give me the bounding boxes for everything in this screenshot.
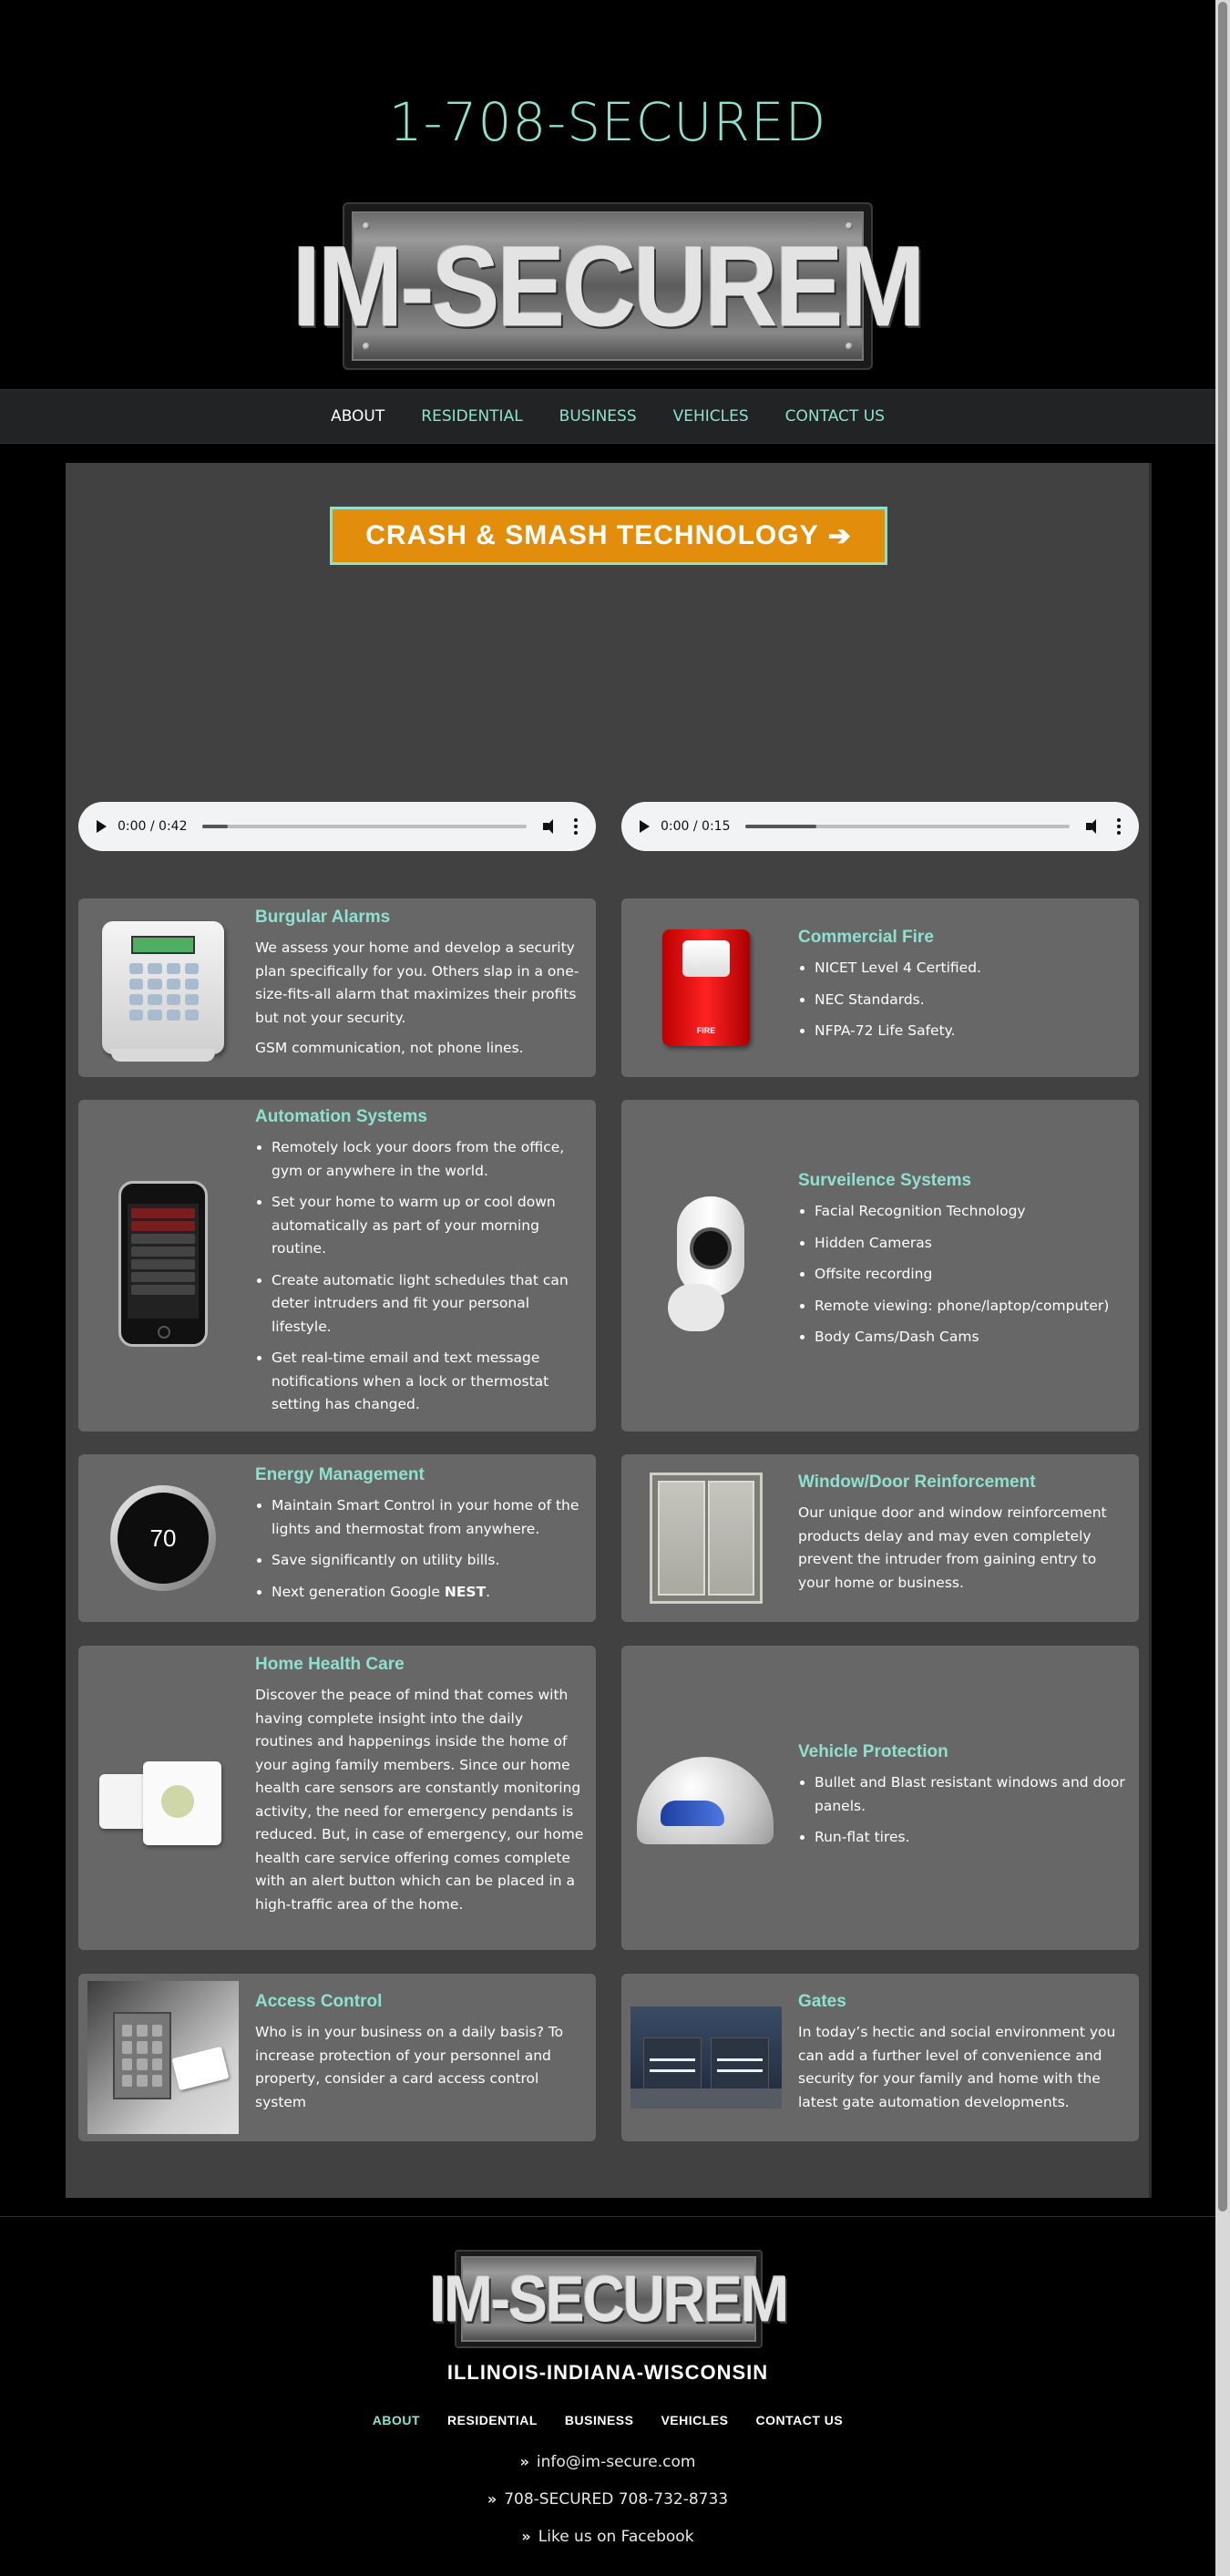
footer-divider: [0, 2216, 1215, 2217]
list-item: • Maintain Smart Control in your home of the lights and thermostat from anywhere.: [272, 1494, 585, 1541]
logo-plate: [429, 2256, 788, 2342]
list-item: • Facial Recognition Technology: [815, 1200, 1128, 1224]
site-logo[interactable]: [292, 202, 923, 370]
list-item: • NEC Standards.: [815, 989, 1128, 1012]
nest-text: NEST: [444, 1583, 487, 1600]
footer-phone[interactable]: [0, 2490, 1215, 2509]
footer-nav-vehicles[interactable]: VEHICLES: [661, 2413, 729, 2427]
double-chevron-right-icon: »: [487, 2490, 497, 2508]
list-item: [272, 1581, 585, 1605]
audio-progress: [202, 825, 229, 828]
automation-image: [87, 1173, 239, 1355]
page-scrollbar[interactable]: [1215, 0, 1230, 2576]
audio-seek-bar[interactable]: [745, 825, 1071, 828]
card-title: Access Control: [255, 1992, 383, 2011]
fire-alarm-image: [630, 917, 782, 1059]
card-text: GSM communication, not phone lines.: [255, 1040, 524, 1056]
logo-text: IM-SECUREM: [292, 222, 923, 350]
footer-nav-residential[interactable]: RESIDENTIAL: [447, 2413, 538, 2427]
double-door-icon: [650, 1473, 763, 1604]
card-automation-systems: [78, 1100, 596, 1432]
fire-device-label: FIRE: [696, 1026, 716, 1035]
thermostat-icon: [110, 1485, 216, 1591]
card-energy-management: [78, 1454, 596, 1622]
double-chevron-right-icon: »: [519, 2453, 529, 2470]
list-item: • Body Cams/Dash Cams: [815, 1326, 1128, 1350]
logo-text: IM-SECUREM: [429, 2262, 788, 2336]
scrollbar-thumb[interactable]: [1218, 2, 1227, 2212]
card-burglar-alarms: [78, 898, 596, 1077]
facebook-link[interactable]: Like us on Facebook: [538, 2528, 694, 2546]
alarm-keypad-icon: [102, 921, 224, 1054]
card-access-control: [78, 1974, 596, 2141]
card-text: Discover the peace of mind that comes with having complete insight into the daily routines and happenings inside the home of your aging family members. Since our home health care sensors are constantly monitoring activity, the need for emergency pendants is reduced. But, in case of emergency, our home health care service offering comes complete with an alert button which can be placed in a high-traffic area of the home.: [255, 1687, 584, 1913]
arrow-right-icon: ➔: [827, 520, 852, 551]
more-options-icon[interactable]: [1117, 818, 1121, 835]
vehicle-image: [630, 1742, 782, 1855]
list-item: • Hidden Cameras: [815, 1232, 1128, 1256]
service-region: ILLINOIS-INDIANA-WISCONSIN: [446, 2361, 769, 2384]
more-options-icon[interactable]: [574, 818, 578, 835]
smartphone-icon: [118, 1181, 208, 1347]
card-gates: [621, 1974, 1139, 2141]
audio-progress: [745, 825, 816, 828]
energy-image: [87, 1482, 239, 1595]
volume-icon[interactable]: [543, 819, 559, 834]
card-title: Energy Management: [255, 1465, 425, 1484]
footer-nav-about[interactable]: ABOUT: [372, 2413, 421, 2427]
card-list: [255, 1136, 585, 1417]
audio-time: 0:00 / 0:15: [661, 819, 731, 834]
cta-label: CRASH & SMASH TECHNOLOGY: [365, 520, 819, 550]
logo-plate: [292, 211, 923, 361]
audio-player-1[interactable]: [78, 802, 596, 851]
gates-image: [630, 2006, 782, 2109]
nav-residential[interactable]: RESIDENTIAL: [421, 407, 523, 426]
double-chevron-right-icon: »: [521, 2528, 531, 2545]
card-surveillance-systems: [621, 1100, 1139, 1432]
footer-logo[interactable]: [429, 2250, 788, 2348]
window-door-image: [630, 1469, 782, 1607]
play-icon[interactable]: [97, 820, 107, 833]
list-item: • NICET Level 4 Certified.: [815, 957, 1128, 980]
card-list: [798, 1200, 1128, 1350]
card-title: Surveilence Systems: [798, 1171, 972, 1190]
crash-smash-button[interactable]: [330, 507, 887, 565]
list-item-text: Next generation Google: [272, 1583, 445, 1600]
audio-time: 0:00 / 0:42: [118, 819, 188, 834]
play-icon[interactable]: [640, 820, 650, 833]
footer-nav: [0, 2413, 1215, 2427]
nav-vehicles[interactable]: VEHICLES: [672, 407, 749, 426]
thermostat-reading: 70: [118, 1493, 209, 1584]
card-text: We assess your home and develop a security plan specifically for you. Others slap in a one-size-fits-all alarm that maximizes their profits but not your security.: [255, 939, 579, 1026]
card-list: [255, 1494, 585, 1604]
footer-email[interactable]: [0, 2453, 1215, 2471]
nav-business[interactable]: BUSINESS: [559, 407, 637, 426]
card-vehicle-protection: [621, 1646, 1139, 1950]
list-item: • Create automatic light schedules that can deter intruders and fit your personal lifestyle.: [272, 1269, 585, 1339]
health-sensor-icon: [99, 1756, 227, 1847]
health-care-image: [87, 1751, 239, 1852]
list-item-suffix: .: [486, 1583, 491, 1600]
card-title: Gates: [798, 1992, 846, 2011]
list-item: • Bullet and Blast resistant windows and door panels.: [815, 1771, 1128, 1818]
security-camera-icon: [664, 1196, 748, 1331]
nav-contact-us[interactable]: CONTACT US: [784, 407, 885, 426]
card-commercial-fire: [621, 898, 1139, 1077]
list-item: • Offsite recording: [815, 1263, 1128, 1287]
list-item: • Save significantly on utility bills.: [272, 1549, 585, 1573]
card-title: Window/Door Reinforcement: [798, 1473, 1036, 1492]
card-window-door-reinforcement: [621, 1454, 1139, 1622]
card-text: In today’s hectic and social environment you can add a further level of convenience and security for your family and home with the latest gate automation developments.: [798, 2024, 1116, 2110]
main-nav: [0, 389, 1215, 444]
list-item: • Get real-time email and text message notifications when a lock or thermostat setting has changed.: [272, 1347, 585, 1417]
list-item: • Remote viewing: phone/laptop/computer): [815, 1295, 1128, 1319]
list-item: • Remotely lock your doors from the office, gym or anywhere in the world.: [272, 1136, 585, 1183]
phone-link[interactable]: 708-SECURED 708-732-8733: [504, 2490, 729, 2509]
access-control-image: [87, 1981, 239, 2134]
card-title: Burgular Alarms: [255, 908, 391, 927]
card-text: Our unique door and window reinforcement products delay and may even completely prevent the intruder from gaining entry to your home or business.: [798, 1504, 1107, 1591]
burglar-alarm-image: [87, 917, 239, 1059]
card-title: Automation Systems: [255, 1107, 427, 1126]
card-title: Home Health Care: [255, 1655, 405, 1674]
armored-vehicle-icon: [633, 1748, 779, 1850]
fire-alarm-icon: [662, 929, 750, 1046]
footer-nav-contact-us[interactable]: CONTACT US: [755, 2413, 844, 2427]
surveillance-image: [630, 1191, 782, 1337]
audio-player-2[interactable]: [621, 802, 1139, 851]
volume-icon[interactable]: [1086, 819, 1102, 834]
email-link[interactable]: info@im-secure.com: [536, 2453, 696, 2471]
card-list: [798, 1771, 1128, 1850]
footer-nav-business[interactable]: BUSINESS: [564, 2413, 634, 2427]
footer-facebook[interactable]: [0, 2528, 1215, 2546]
card-title: Commercial Fire: [798, 928, 934, 947]
audio-seek-bar[interactable]: [202, 825, 528, 828]
nav-about[interactable]: ABOUT: [331, 407, 385, 426]
header-phone-number[interactable]: 1-708-SECURED: [388, 91, 827, 153]
card-text: Who is in your business on a daily basis? To increase protection of your personnel and property, consider a card access control system: [255, 2024, 564, 2110]
card-list: [798, 957, 1128, 1043]
card-reader-icon: [87, 1981, 239, 2134]
card-home-health-care: [78, 1646, 596, 1950]
list-item: • NFPA-72 Life Safety.: [815, 1020, 1128, 1043]
main-content: [66, 463, 1152, 2198]
card-title: Vehicle Protection: [798, 1742, 948, 1761]
list-item: • Run-flat tires.: [815, 1826, 1128, 1850]
list-item: • Set your home to warm up or cool down automatically as part of your morning routine.: [272, 1191, 585, 1261]
gate-icon: [630, 2006, 782, 2109]
